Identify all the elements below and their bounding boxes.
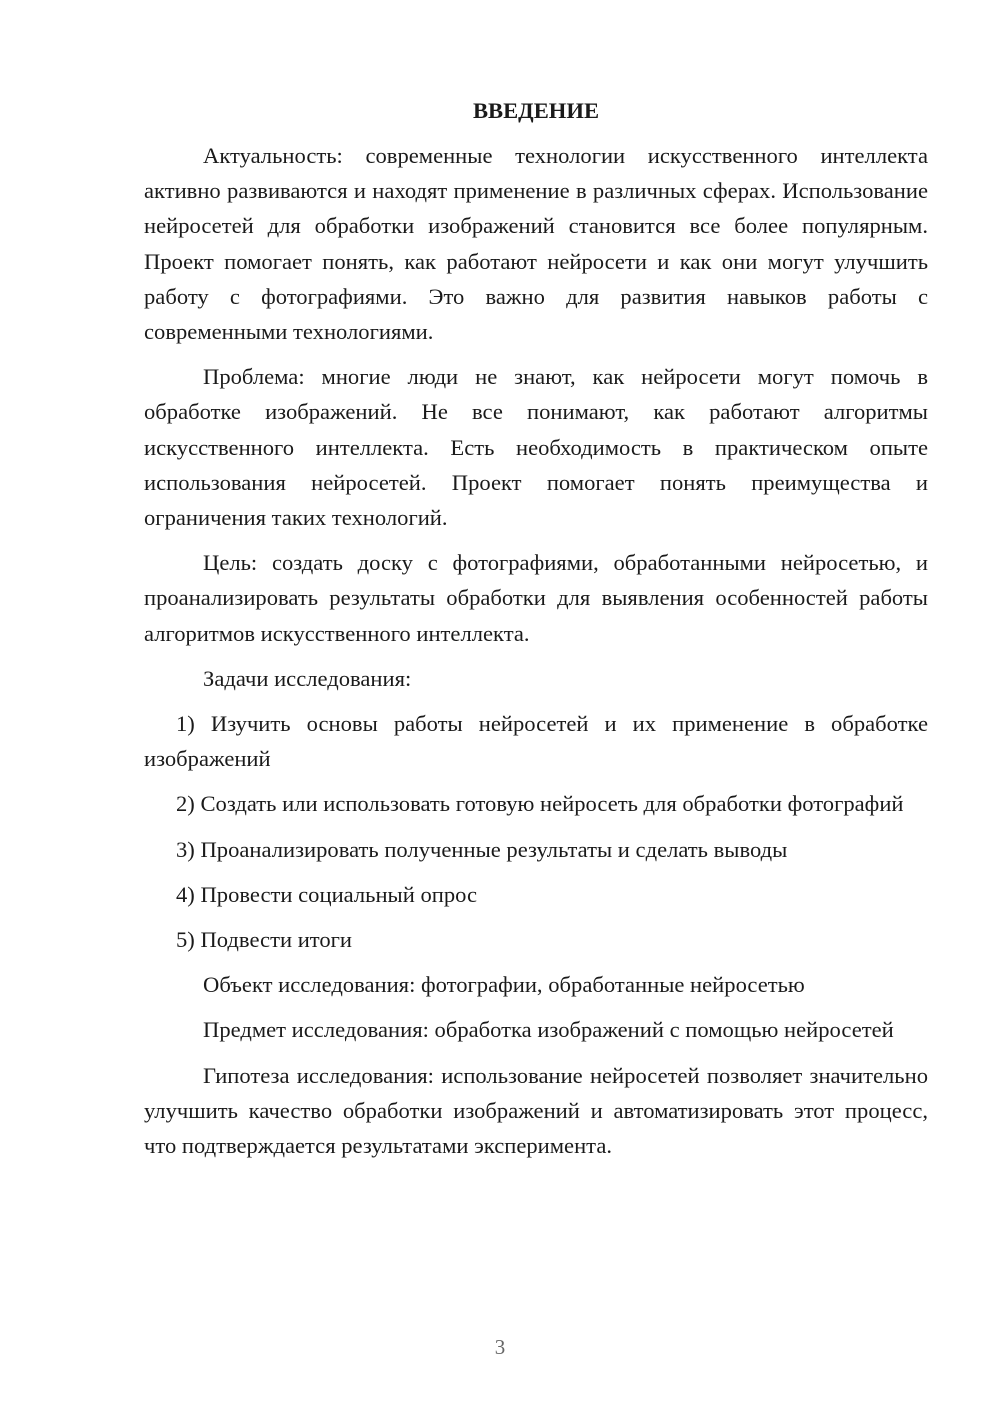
tasks-heading: Задачи исследования: [203,665,412,691]
list-item: 2) Создать или использовать готовую нейросеть для обработки фотографий [176,791,904,817]
page-title: ВВЕДЕНИЕ [472,98,600,123]
list-item: 5) Подвести итоги [176,927,353,953]
paragraph-subject: Предмет исследования: обработка изображений с помощью нейросетей [203,1017,894,1043]
paragraph-problem: Проблема: многие люди не знают, как нейросети могут помочь в обработке изображений. Не все понимают, как работают алгоритмы искусственного интеллекта. Есть необходимость в практическом опыте использования нейросетей. Проект помогает понять преимущества и ограничения таких технологий. [144,364,928,531]
page-number: 3 [494,1335,506,1359]
paragraph-object: Объект исследования: фотографии, обработанные нейросетью [203,972,805,998]
tasks-list [144,706,928,957]
paragraph-goal: Цель: создать доску с фотографиями, обработанными нейросетью, и проанализировать результаты обработки для выявления особенностей работы алгоритмов искусственного интеллекта. [144,550,928,646]
list-item: 1) Изучить основы работы нейросетей и их применение в обработке изображений [144,711,928,772]
document-page [144,96,928,1173]
paragraph-hypothesis: Гипотеза исследования: использование нейросетей позволяет значительно улучшить качество обработки изображений и автоматизировать этот процесс, что подтверждается результатами эксперимента. [144,1062,928,1159]
paragraph-relevance: Актуальность: современные технологии искусственного интеллекта активно развиваются и находят применение в различных сферах. Использование нейросетей для обработки изображений становится все более популярным. Проект помогает понять, как работают нейросети и как они могут улучшить работу с фотографиями. Это важно для развития навыков работы с современными технологиями. [144,143,928,345]
list-item: 4) Провести социальный опрос [176,881,478,907]
list-item: 3) Проанализировать полученные результаты и сделать выводы [176,836,788,862]
